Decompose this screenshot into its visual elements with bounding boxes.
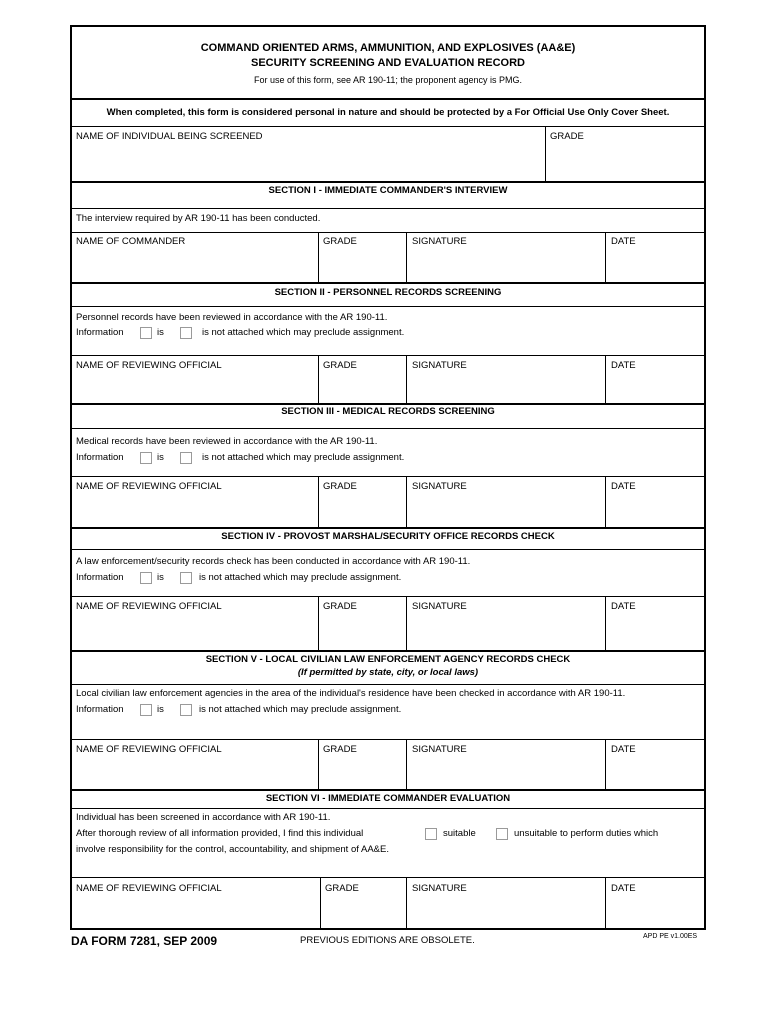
divider bbox=[605, 739, 606, 789]
section-3-is-checkbox[interactable] bbox=[140, 452, 152, 464]
divider bbox=[71, 739, 705, 740]
divider bbox=[71, 208, 705, 209]
section-4-statement: A law enforcement/security records check has been conducted in accordance with AR 190-11. bbox=[76, 556, 471, 567]
divider bbox=[71, 527, 705, 529]
divider bbox=[71, 282, 705, 284]
section-6-grade-label: GRADE bbox=[325, 883, 359, 894]
section-4-date-field[interactable] bbox=[607, 613, 704, 649]
section-4-is-label: is bbox=[157, 572, 164, 583]
section-5-statement: Local civilian law enforcement agencies in the area of the individual's residence have been checked in accordance with AR 190-11. bbox=[76, 688, 626, 699]
divider bbox=[318, 355, 319, 403]
section-6-signature-field[interactable] bbox=[408, 896, 604, 928]
commander-name-label: NAME OF COMMANDER bbox=[76, 236, 186, 247]
divider bbox=[71, 181, 705, 183]
section-4-grade-label: GRADE bbox=[323, 601, 357, 612]
section-6-line3: involve responsibility for the control, accountability, and shipment of AA&E. bbox=[76, 844, 389, 855]
section-3-signature-field[interactable] bbox=[408, 493, 604, 526]
section-2-is-checkbox[interactable] bbox=[140, 327, 152, 339]
section-5-is-not-checkbox[interactable] bbox=[180, 704, 192, 716]
divider bbox=[71, 808, 705, 809]
privacy-notice: When completed, this form is considered personal in nature and should be protected by a For Official Use Only Cover Sheet. bbox=[106, 107, 670, 118]
divider bbox=[406, 596, 407, 650]
unsuitable-checkbox[interactable] bbox=[496, 828, 508, 840]
divider bbox=[318, 596, 319, 650]
version-label: APD PE v1.00ES bbox=[643, 933, 698, 940]
commander-grade-field[interactable] bbox=[320, 249, 405, 281]
commander-signature-label: SIGNATURE bbox=[412, 236, 467, 247]
divider bbox=[71, 596, 705, 597]
divider bbox=[71, 549, 705, 550]
divider bbox=[71, 428, 705, 429]
editions-notice: PREVIOUS EDITIONS ARE OBSOLETE. bbox=[300, 935, 475, 946]
section-4-signature-label: SIGNATURE bbox=[412, 601, 467, 612]
unsuitable-label: unsuitable to perform duties which bbox=[514, 828, 659, 839]
commander-signature-field[interactable] bbox=[408, 249, 604, 281]
section-2-title: SECTION II - PERSONNEL RECORDS SCREENING bbox=[274, 287, 502, 298]
section-3-is-label: is bbox=[157, 452, 164, 463]
section-4-information-label: Information bbox=[76, 572, 124, 583]
individual-name-field[interactable] bbox=[72, 144, 544, 180]
section-5-date-label: DATE bbox=[611, 744, 636, 755]
section-5-information-label: Information bbox=[76, 704, 124, 715]
form-title-line2: SECURITY SCREENING AND EVALUATION RECORD bbox=[250, 57, 525, 69]
section-6-grade-field[interactable] bbox=[322, 896, 405, 928]
section-5-date-field[interactable] bbox=[607, 756, 704, 788]
section-2-official-field[interactable] bbox=[72, 372, 317, 402]
section-6-date-label: DATE bbox=[611, 883, 636, 894]
section-3-date-label: DATE bbox=[611, 481, 636, 492]
divider bbox=[545, 126, 546, 181]
divider bbox=[605, 232, 606, 282]
section-2-grade-label: GRADE bbox=[323, 360, 357, 371]
section-5-subtitle: (If permitted by state, city, or local laws) bbox=[297, 667, 479, 678]
section-2-is-not-label: is not attached which may preclude assignment. bbox=[202, 327, 405, 338]
form-title-line1: COMMAND ORIENTED ARMS, AMMUNITION, AND EXPLOSIVES (AA&E) bbox=[200, 42, 576, 54]
section-6-line1: Individual has been screened in accordance with AR 190-11. bbox=[76, 812, 331, 823]
divider bbox=[71, 650, 705, 652]
section-4-is-not-checkbox[interactable] bbox=[180, 572, 192, 584]
section-6-line2: After thorough review of all information provided, I find this individual bbox=[76, 828, 364, 839]
section-4-signature-field[interactable] bbox=[408, 613, 604, 649]
suitable-checkbox[interactable] bbox=[425, 828, 437, 840]
section-4-is-checkbox[interactable] bbox=[140, 572, 152, 584]
divider bbox=[71, 98, 705, 100]
divider bbox=[318, 232, 319, 282]
section-4-title: SECTION IV - PROVOST MARSHAL/SECURITY OFFICE RECORDS CHECK bbox=[221, 531, 555, 542]
section-2-signature-label: SIGNATURE bbox=[412, 360, 467, 371]
section-2-statement: Personnel records have been reviewed in accordance with the AR 190-11. bbox=[76, 312, 388, 323]
divider bbox=[406, 232, 407, 282]
section-5-official-field[interactable] bbox=[72, 756, 317, 788]
section-5-signature-field[interactable] bbox=[408, 756, 604, 788]
divider bbox=[318, 739, 319, 789]
section-4-date-label: DATE bbox=[611, 601, 636, 612]
divider bbox=[406, 739, 407, 789]
divider bbox=[605, 476, 606, 527]
section-3-grade-field[interactable] bbox=[320, 493, 405, 526]
section-3-date-field[interactable] bbox=[607, 493, 704, 526]
section-3-title: SECTION III - MEDICAL RECORDS SCREENING bbox=[281, 406, 495, 417]
section-4-is-not-label: is not attached which may preclude assignment. bbox=[199, 572, 402, 583]
form-id: DA FORM 7281, SEP 2009 bbox=[71, 934, 218, 948]
section-5-is-not-label: is not attached which may preclude assignment. bbox=[199, 704, 402, 715]
divider bbox=[605, 355, 606, 403]
divider bbox=[605, 877, 606, 928]
commander-date-label: DATE bbox=[611, 236, 636, 247]
section-2-date-label: DATE bbox=[611, 360, 636, 371]
section-5-grade-field[interactable] bbox=[320, 756, 405, 788]
divider bbox=[71, 232, 705, 233]
section-5-is-label: is bbox=[157, 704, 164, 715]
section-2-official-label: NAME OF REVIEWING OFFICIAL bbox=[76, 360, 222, 371]
section-1-title: SECTION I - IMMEDIATE COMMANDER'S INTERVIEW bbox=[268, 185, 508, 196]
section-3-official-field[interactable] bbox=[72, 493, 317, 526]
divider bbox=[406, 877, 407, 928]
section-3-official-label: NAME OF REVIEWING OFFICIAL bbox=[76, 481, 222, 492]
section-1-statement: The interview required by AR 190-11 has been conducted. bbox=[76, 213, 321, 224]
divider bbox=[406, 355, 407, 403]
suitable-label: suitable bbox=[443, 828, 476, 839]
section-6-signature-label: SIGNATURE bbox=[412, 883, 467, 894]
section-3-grade-label: GRADE bbox=[323, 481, 357, 492]
section-6-official-field[interactable] bbox=[72, 896, 319, 928]
divider bbox=[71, 403, 705, 405]
divider bbox=[71, 877, 705, 878]
section-5-title: SECTION V - LOCAL CIVILIAN LAW ENFORCEMENT AGENCY RECORDS CHECK bbox=[205, 654, 571, 665]
commander-name-field[interactable] bbox=[72, 249, 317, 281]
section-5-is-checkbox[interactable] bbox=[140, 704, 152, 716]
section-4-official-field[interactable] bbox=[72, 613, 317, 649]
divider bbox=[406, 476, 407, 527]
commander-date-field[interactable] bbox=[607, 249, 704, 281]
divider bbox=[71, 306, 705, 307]
section-2-date-field[interactable] bbox=[607, 372, 704, 402]
section-4-official-label: NAME OF REVIEWING OFFICIAL bbox=[76, 601, 222, 612]
divider bbox=[71, 476, 705, 477]
section-2-grade-field[interactable] bbox=[320, 372, 405, 402]
divider bbox=[71, 684, 705, 685]
individual-name-label: NAME OF INDIVIDUAL BEING SCREENED bbox=[76, 131, 263, 142]
individual-grade-label: GRADE bbox=[550, 131, 584, 142]
section-2-is-label: is bbox=[157, 327, 164, 338]
section-3-is-not-label: is not attached which may preclude assignment. bbox=[202, 452, 405, 463]
section-3-statement: Medical records have been reviewed in accordance with the AR 190-11. bbox=[76, 436, 378, 447]
divider bbox=[71, 126, 705, 127]
divider bbox=[318, 476, 319, 527]
section-4-grade-field[interactable] bbox=[320, 613, 405, 649]
form-subtitle: For use of this form, see AR 190-11; the proponent agency is PMG. bbox=[254, 75, 522, 85]
section-3-is-not-checkbox[interactable] bbox=[180, 452, 192, 464]
section-3-signature-label: SIGNATURE bbox=[412, 481, 467, 492]
divider bbox=[71, 355, 705, 356]
section-6-date-field[interactable] bbox=[607, 896, 704, 928]
divider bbox=[605, 596, 606, 650]
individual-grade-field[interactable] bbox=[547, 144, 704, 180]
section-5-official-label: NAME OF REVIEWING OFFICIAL bbox=[76, 744, 222, 755]
section-2-signature-field[interactable] bbox=[408, 372, 604, 402]
section-6-title: SECTION VI - IMMEDIATE COMMANDER EVALUATION bbox=[265, 793, 511, 804]
section-3-information-label: Information bbox=[76, 452, 124, 463]
section-5-grade-label: GRADE bbox=[323, 744, 357, 755]
section-2-is-not-checkbox[interactable] bbox=[180, 327, 192, 339]
divider bbox=[71, 789, 705, 791]
section-5-signature-label: SIGNATURE bbox=[412, 744, 467, 755]
commander-grade-label: GRADE bbox=[323, 236, 357, 247]
section-2-information-label: Information bbox=[76, 327, 124, 338]
section-6-official-label: NAME OF REVIEWING OFFICIAL bbox=[76, 883, 222, 894]
divider bbox=[320, 877, 321, 928]
